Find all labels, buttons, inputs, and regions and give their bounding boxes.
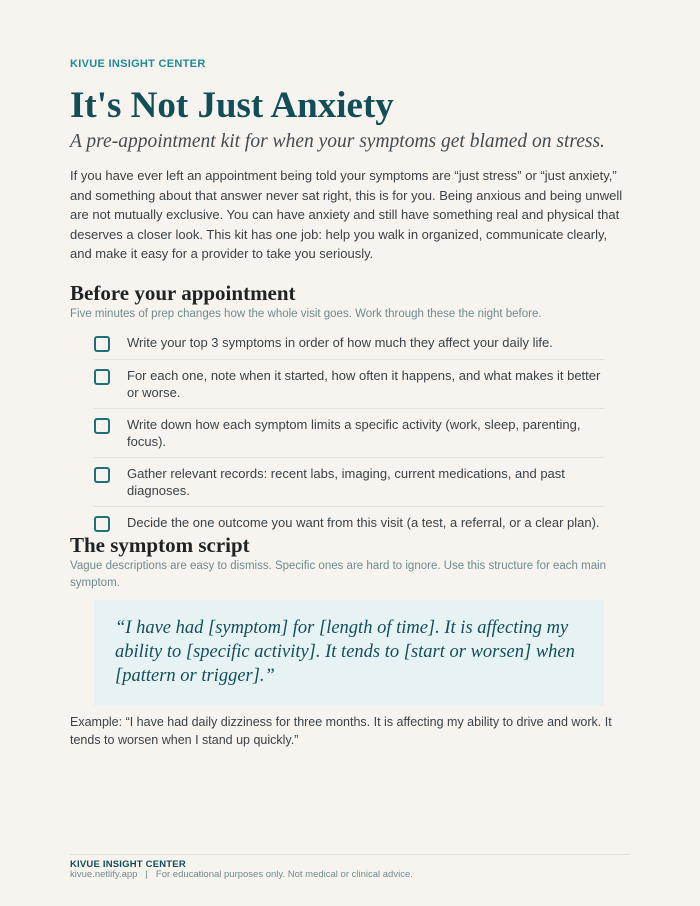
checkbox[interactable] [94,516,110,532]
section-subheading-script: Vague descriptions are easy to dismiss. Specific ones are hard to ignore. Use this structure for each main symptom. [70,560,607,589]
footer-divider [70,854,630,855]
checklist-item-text: For each one, note when it started, how often it happens, and what makes it better or worse. [127,368,601,400]
footer-disclaimer: For educational purposes only. Not medical or clinical advice. [155,869,413,880]
script-callout [94,600,604,706]
checklist-item [94,458,604,507]
checkbox[interactable] [94,418,110,434]
section-subheading-before: Five minutes of prep changes how the whole visit goes. Work through these the night before. [70,308,542,320]
checklist-item-text: Write down how each symptom limits a specific activity (work, sleep, parenting, focus). [127,417,581,449]
checkbox[interactable] [94,336,110,352]
checklist-item-text: Decide the one outcome you want from this visit (a test, a referral, or a clear plan). [127,515,600,530]
checkbox[interactable] [94,369,110,385]
intro-paragraph: If you have ever left an appointment being told your symptoms are “just stress” or “just anxiety,” and something about that answer never sat right, this is for you. Being anxious and being unwell are not mutually exclusive. You can have anxiety and still have something real and physical that deserves a closer look. This kit has one job: help you walk in organized, communicate clearly, and make it easy for a provider to take you seriously. [70,168,623,262]
script-example: Example: “I have had daily dizziness for three months. It is affecting my ability to drive and work. It tends to worsen when I stand up quickly.” [70,715,612,747]
footer-brand: KIVUE INSIGHT CENTER [70,859,186,870]
footer-separator: | [145,869,148,880]
prep-checklist [94,327,604,539]
footer-site-link[interactable]: kivue.netlify.app [70,869,138,880]
checklist-item [94,360,604,409]
checklist-item [94,409,604,458]
checklist-item-text: Write your top 3 symptoms in order of how much they affect your daily life. [127,335,553,350]
section-heading-script: The symptom script [70,533,250,557]
brand-label: KIVUE INSIGHT CENTER [70,58,206,70]
checklist-item-text: Gather relevant records: recent labs, imaging, current medications, and past diagnoses. [127,466,565,498]
page-title: It's Not Just Anxiety [70,85,394,126]
page-subtitle: A pre-appointment kit for when your symptoms get blamed on stress. [70,131,605,152]
checklist-item [94,327,604,360]
checkbox[interactable] [94,467,110,483]
script-quote: “I have had [symptom] for [length of time]. It is affecting my ability to [specific activity]. It tends to [start or worsen] when [pattern or trigger].” [115,618,575,686]
footer-line [70,869,413,880]
section-heading-before: Before your appointment [70,281,296,305]
